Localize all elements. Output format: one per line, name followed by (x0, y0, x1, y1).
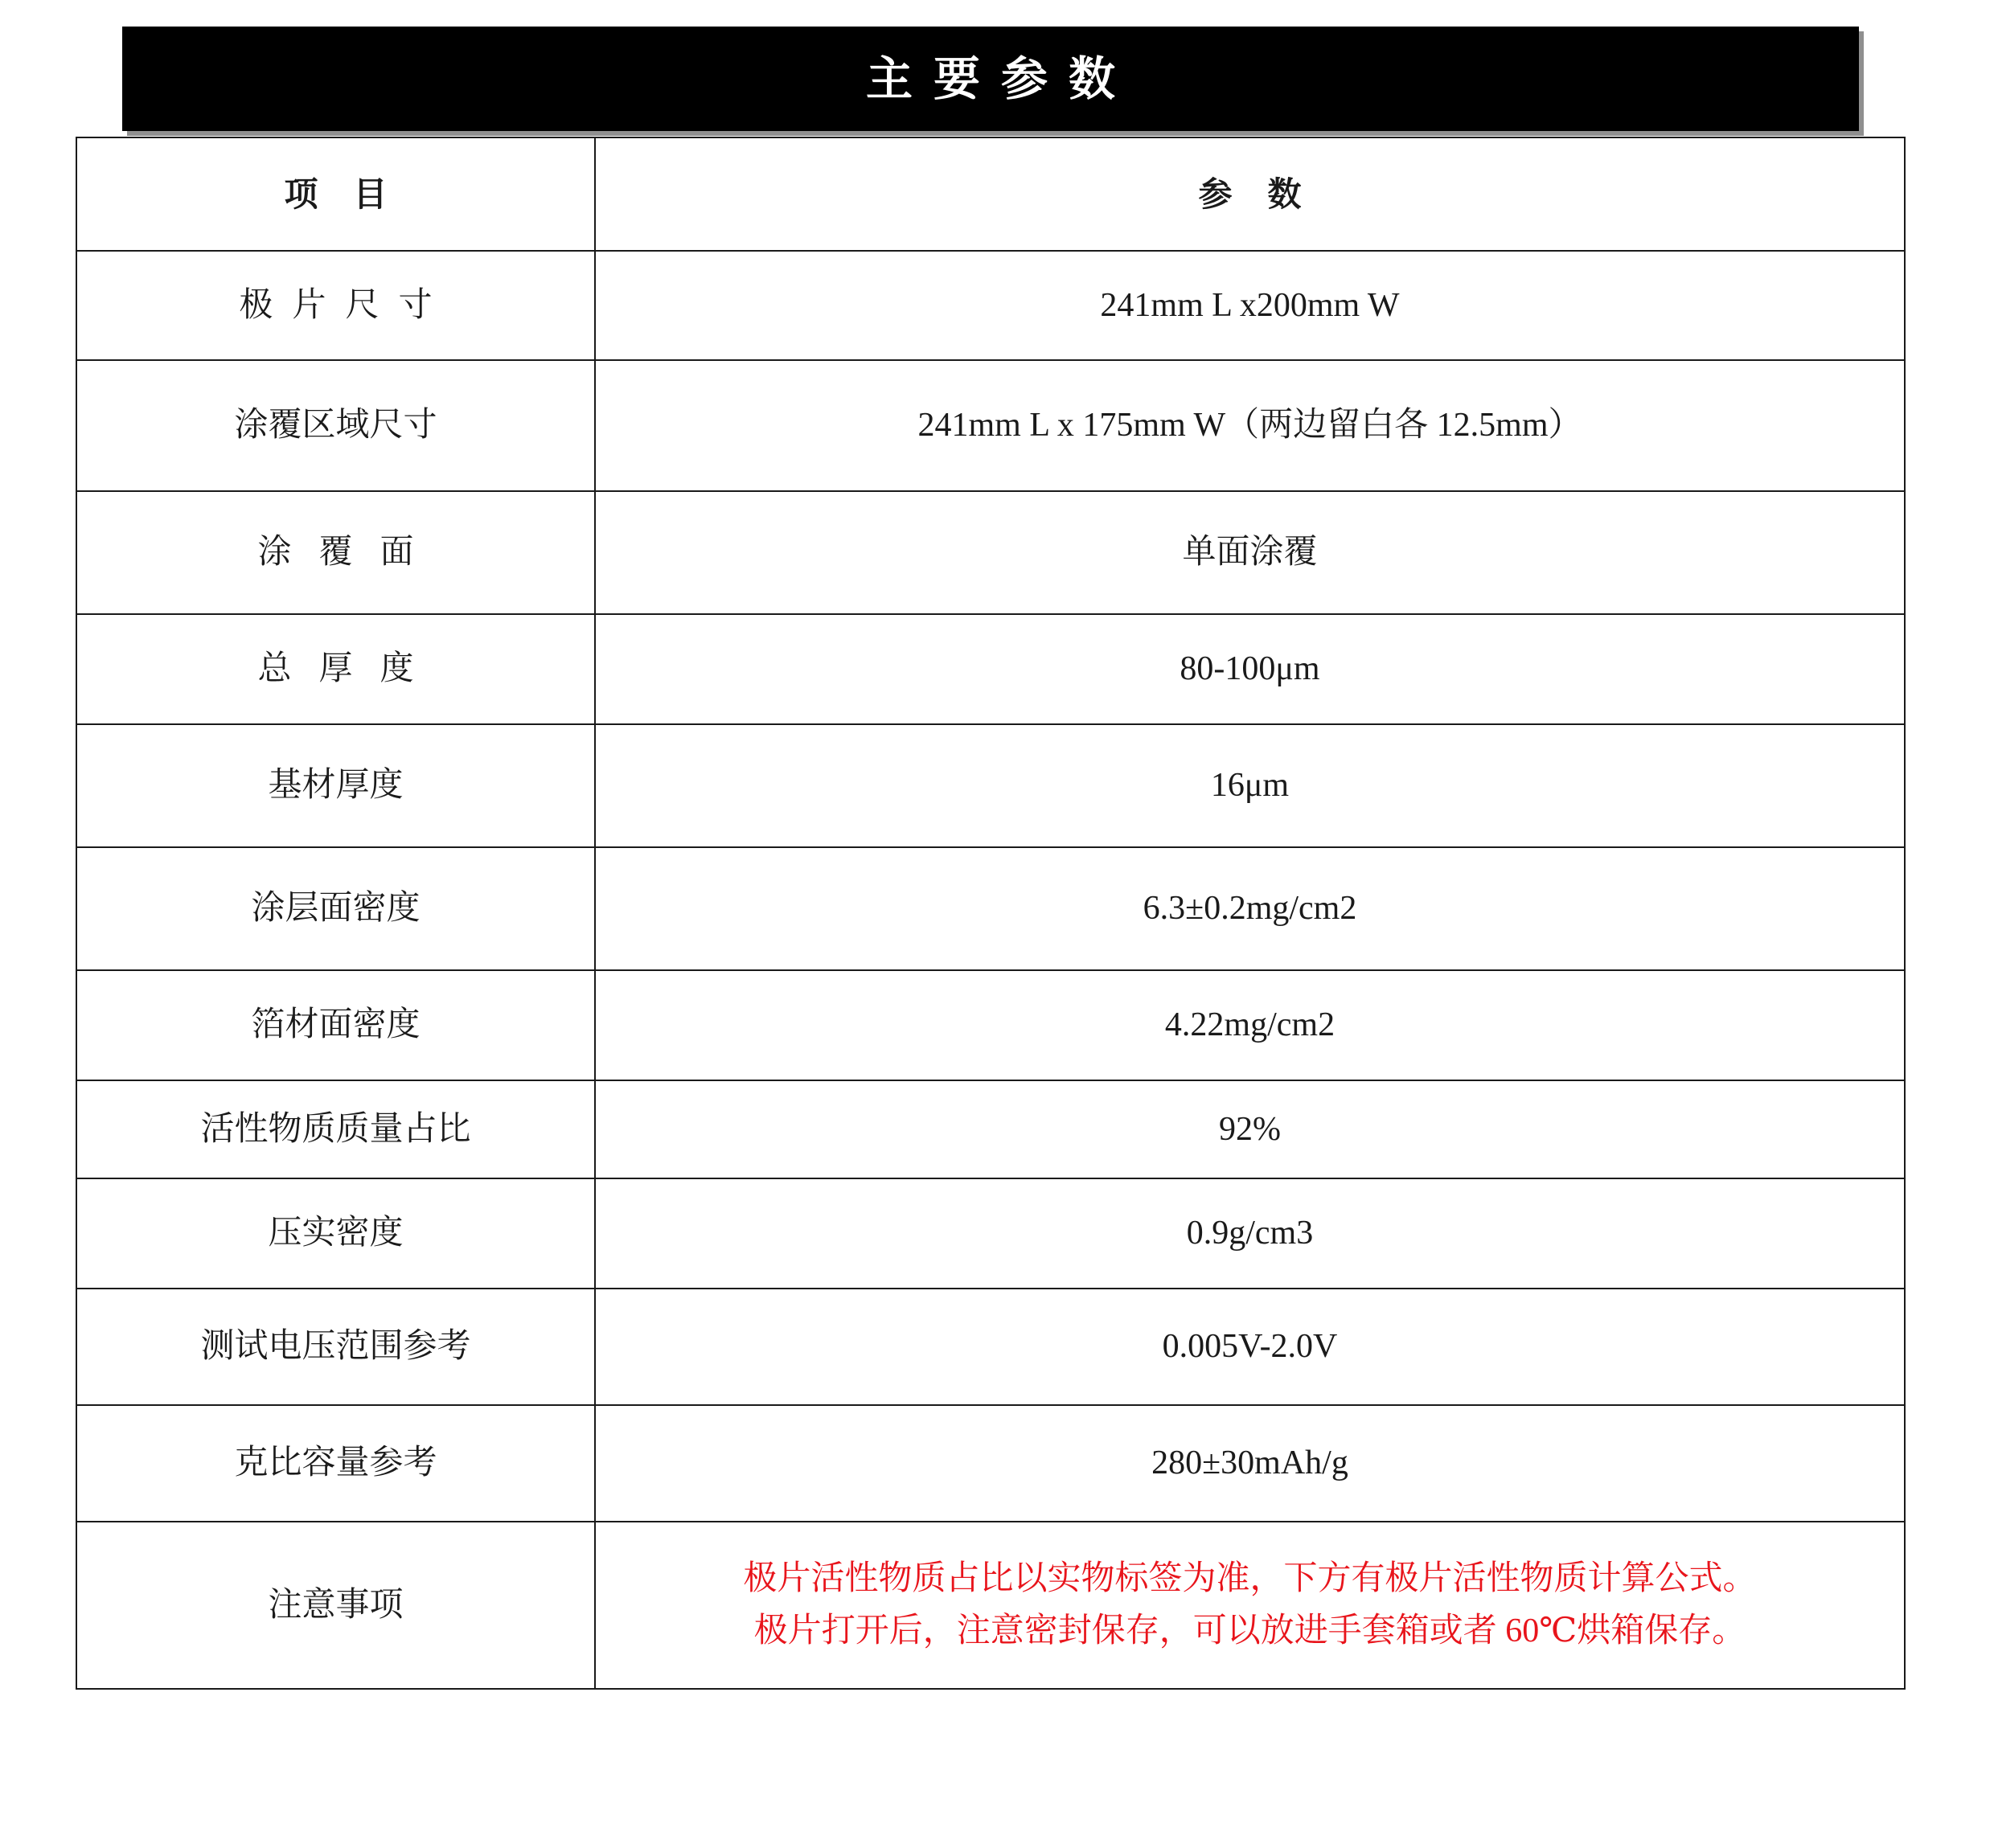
row-item-label: 活性物质质量占比 (76, 1080, 595, 1178)
row-value: 16μm (595, 724, 1905, 847)
title-banner (122, 27, 1859, 131)
page-title: 主要参数 (865, 51, 1136, 106)
row-value: 4.22mg/cm2 (595, 970, 1905, 1080)
row-item-label: 涂层面密度 (76, 847, 595, 970)
table-row (76, 724, 1905, 847)
row-item-label: 基材厚度 (76, 724, 595, 847)
table-row (76, 1405, 1905, 1522)
header-param: 参数 (595, 137, 1905, 251)
table-row (76, 970, 1905, 1080)
row-value: 92% (595, 1080, 1905, 1178)
row-item-label: 箔材面密度 (76, 970, 595, 1080)
table-row (76, 847, 1905, 970)
row-value: 0.005V-2.0V (595, 1289, 1905, 1405)
table-row (76, 251, 1905, 360)
header-item: 项目 (76, 137, 595, 251)
table-row (76, 491, 1905, 614)
notes-row (76, 1522, 1905, 1689)
row-item-label: 涂覆面 (76, 491, 595, 614)
notes-content (595, 1522, 1905, 1689)
parameters-table (76, 137, 1906, 1690)
table-row (76, 1289, 1905, 1405)
row-item-label: 测试电压范围参考 (76, 1289, 595, 1405)
table-row (76, 1178, 1905, 1289)
row-value: 6.3±0.2mg/cm2 (595, 847, 1905, 970)
note-line: 极片活性物质占比以实物标签为准，下方有极片活性物质计算公式。 (743, 1559, 1757, 1597)
row-value: 241mm L x200mm W (595, 251, 1905, 360)
note-line: 极片打开后，注意密封保存，可以放进手套箱或者 60℃烘箱保存。 (753, 1612, 1746, 1649)
row-item-label: 极片尺寸 (76, 251, 595, 360)
notes-label: 注意事项 (76, 1522, 595, 1689)
table-row (76, 1080, 1905, 1178)
row-value: 280±30mAh/g (595, 1405, 1905, 1522)
row-item-label: 总厚度 (76, 614, 595, 724)
row-item-label: 压实密度 (76, 1178, 595, 1289)
table-row (76, 360, 1905, 491)
table-header-row (76, 137, 1905, 251)
row-value: 0.9g/cm3 (595, 1178, 1905, 1289)
row-item-label: 克比容量参考 (76, 1405, 595, 1522)
row-value: 80-100μm (595, 614, 1905, 724)
row-item-label: 涂覆区域尺寸 (76, 360, 595, 491)
table-row (76, 614, 1905, 724)
row-value: 单面涂覆 (595, 491, 1905, 614)
row-value: 241mm L x 175mm W（两边留白各 12.5mm） (595, 360, 1905, 491)
